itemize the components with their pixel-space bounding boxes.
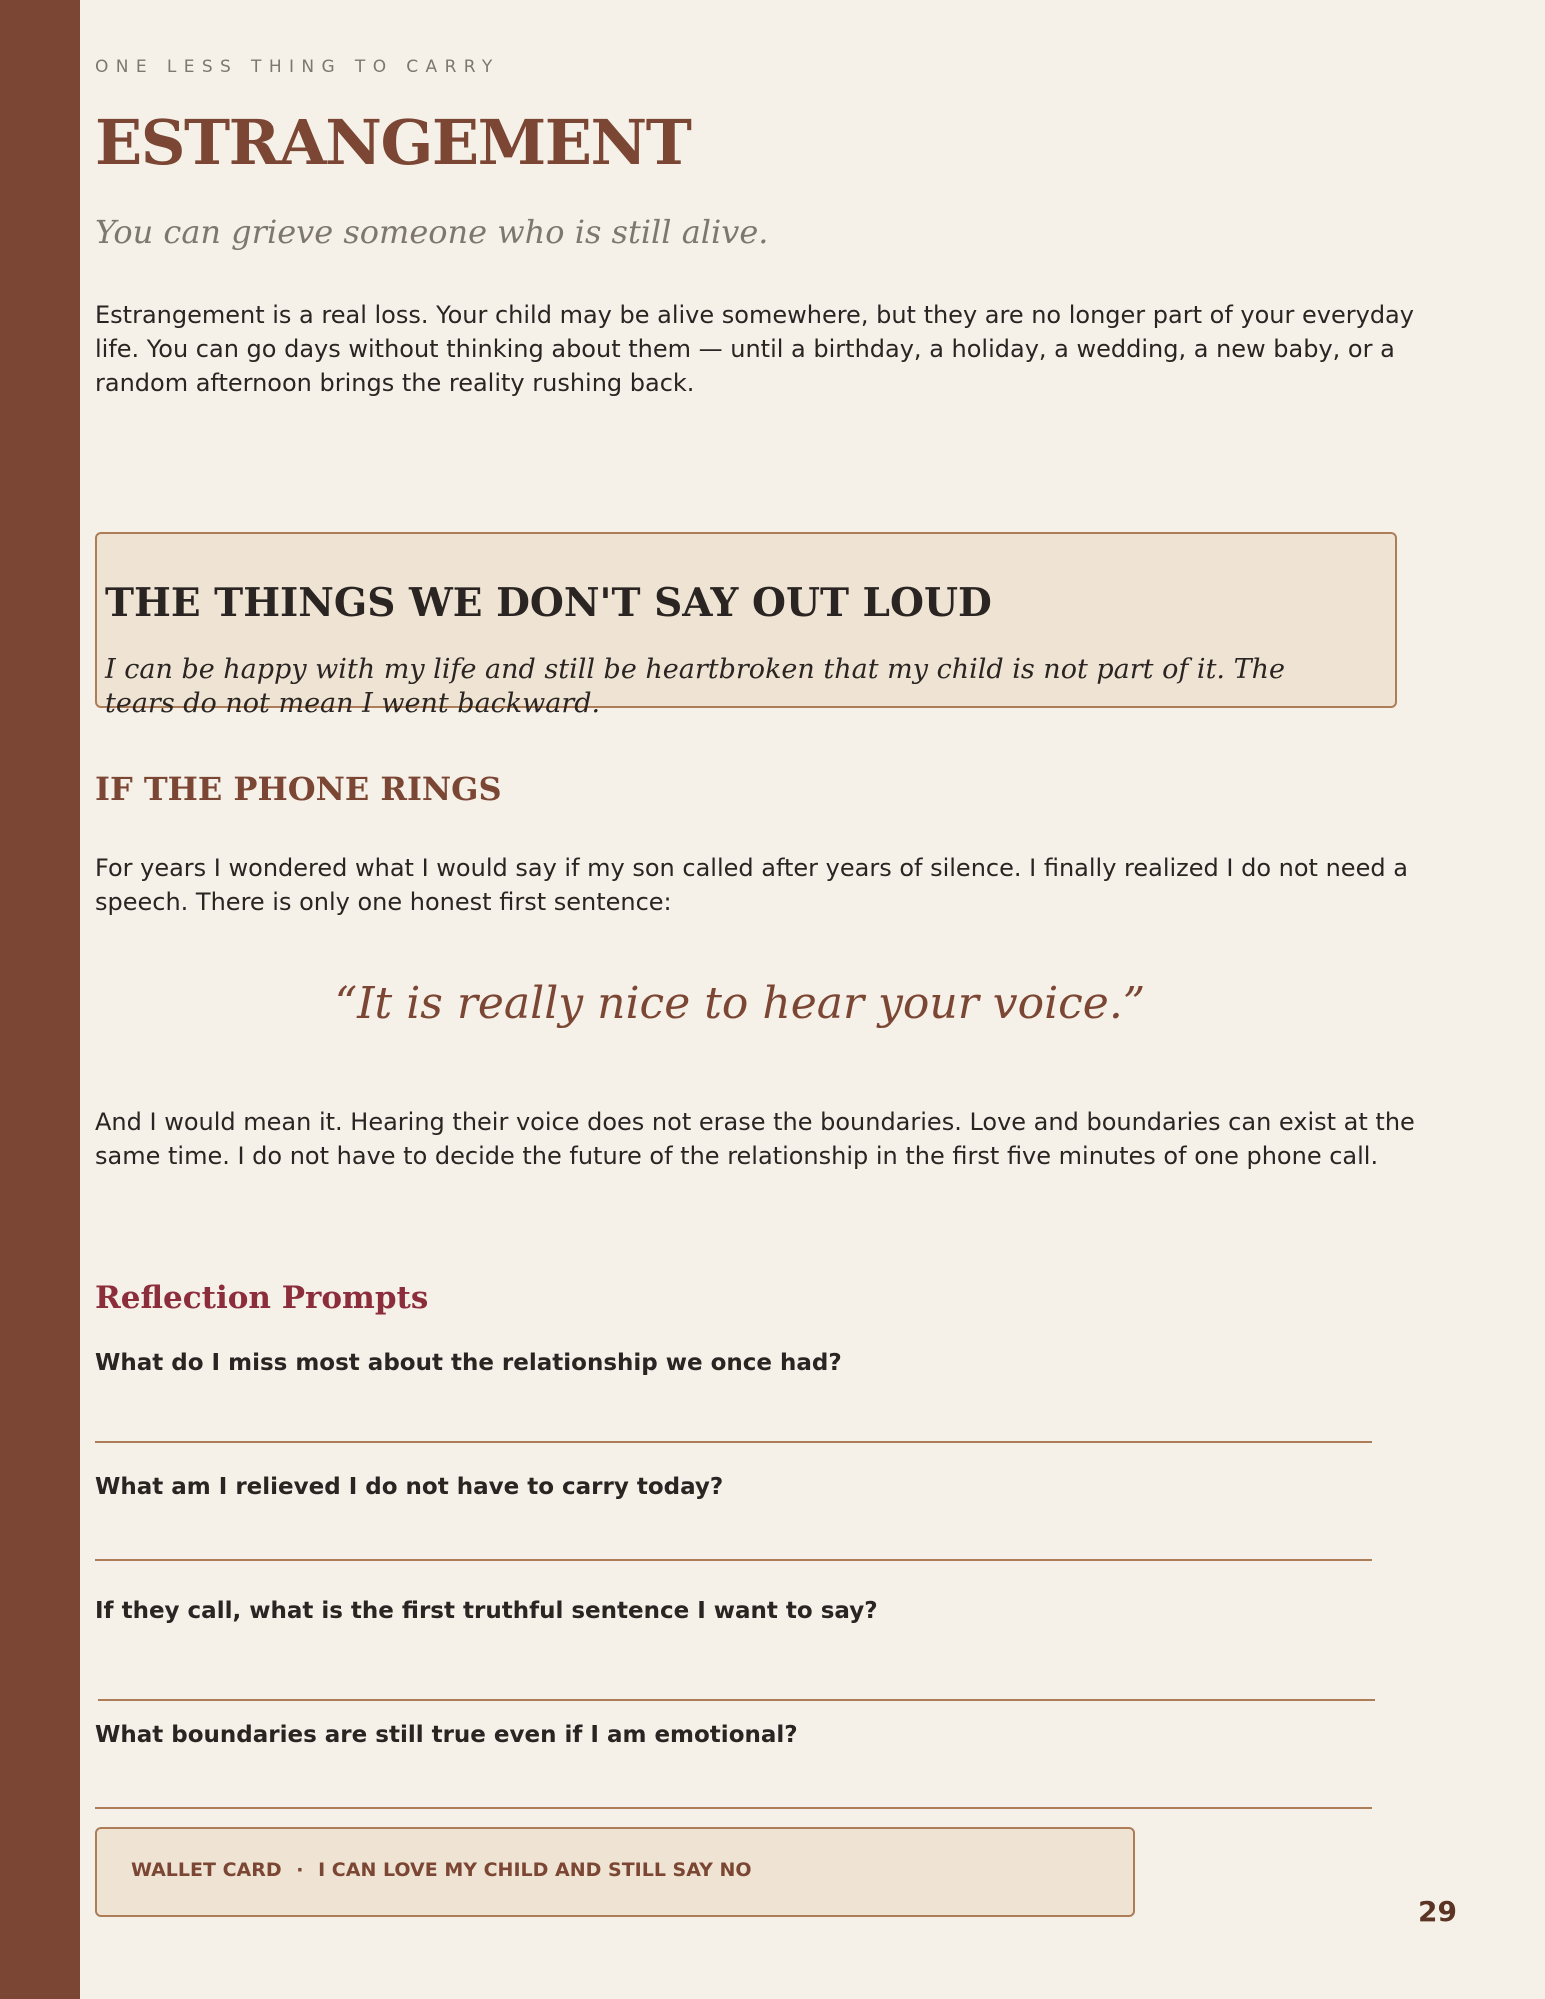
reflection-prompt: What boundaries are still true even if I am emotional? — [95, 1722, 798, 1748]
callout-text: I can be happy with my life and still be heartbroken that my child is not part of it. The tears do not mean I went backward. — [105, 654, 1285, 719]
answer-line[interactable] — [98, 1699, 1375, 1701]
phone-paragraph-1: For years I wondered what I would say if my son called after years of silence. I finally realized I do not need a speech. There is only one honest first sentence: — [95, 854, 1408, 916]
reflection-heading: Reflection Prompts — [95, 1280, 429, 1316]
pull-quote: “It is really nice to hear your voice.” — [334, 978, 1146, 1029]
wallet-card-label: WALLET CARD — [131, 1859, 282, 1881]
reflection-prompt: If they call, what is the first truthful sentence I want to say? — [95, 1598, 878, 1624]
intro-paragraph: Estrangement is a real loss. Your child may be alive somewhere, but they are no longer part of your everyday life. You can go days without thinking about them — until a birthday, a holiday, a wedding, a new baby, or a random afternoon brings the reality rushing back. — [95, 301, 1414, 397]
series-eyebrow: ONE LESS THING TO CARRY — [95, 57, 500, 77]
phone-paragraph-2: And I would mean it. Hearing their voice does not erase the boundaries. Love and boundaries can exist at the same time. I do not have to decide the future of the relationship in the first five minutes of one phone call. — [95, 1108, 1415, 1170]
wallet-card-text — [131, 1859, 752, 1881]
page-number: 29 — [1418, 1895, 1457, 1928]
reflection-prompt: What do I miss most about the relationship we once had? — [95, 1350, 842, 1376]
wallet-card — [95, 1827, 1135, 1917]
answer-line[interactable] — [95, 1807, 1372, 1809]
section-heading-phone: IF THE PHONE RINGS — [95, 770, 502, 808]
callout-title: THE THINGS WE DON'T SAY OUT LOUD — [105, 580, 992, 627]
reflection-prompt: What am I relieved I do not have to carry today? — [95, 1474, 724, 1500]
page-title: ESTRANGEMENT — [95, 106, 691, 179]
page-subtitle: You can grieve someone who is still alive. — [95, 213, 769, 251]
wallet-card-separator: · — [296, 1859, 304, 1881]
answer-line[interactable] — [95, 1441, 1372, 1443]
callout-box — [95, 532, 1397, 719]
answer-line[interactable] — [95, 1559, 1372, 1561]
decorative-sidebar — [0, 0, 80, 1999]
wallet-card-message: I CAN LOVE MY CHILD AND STILL SAY NO — [318, 1859, 752, 1881]
